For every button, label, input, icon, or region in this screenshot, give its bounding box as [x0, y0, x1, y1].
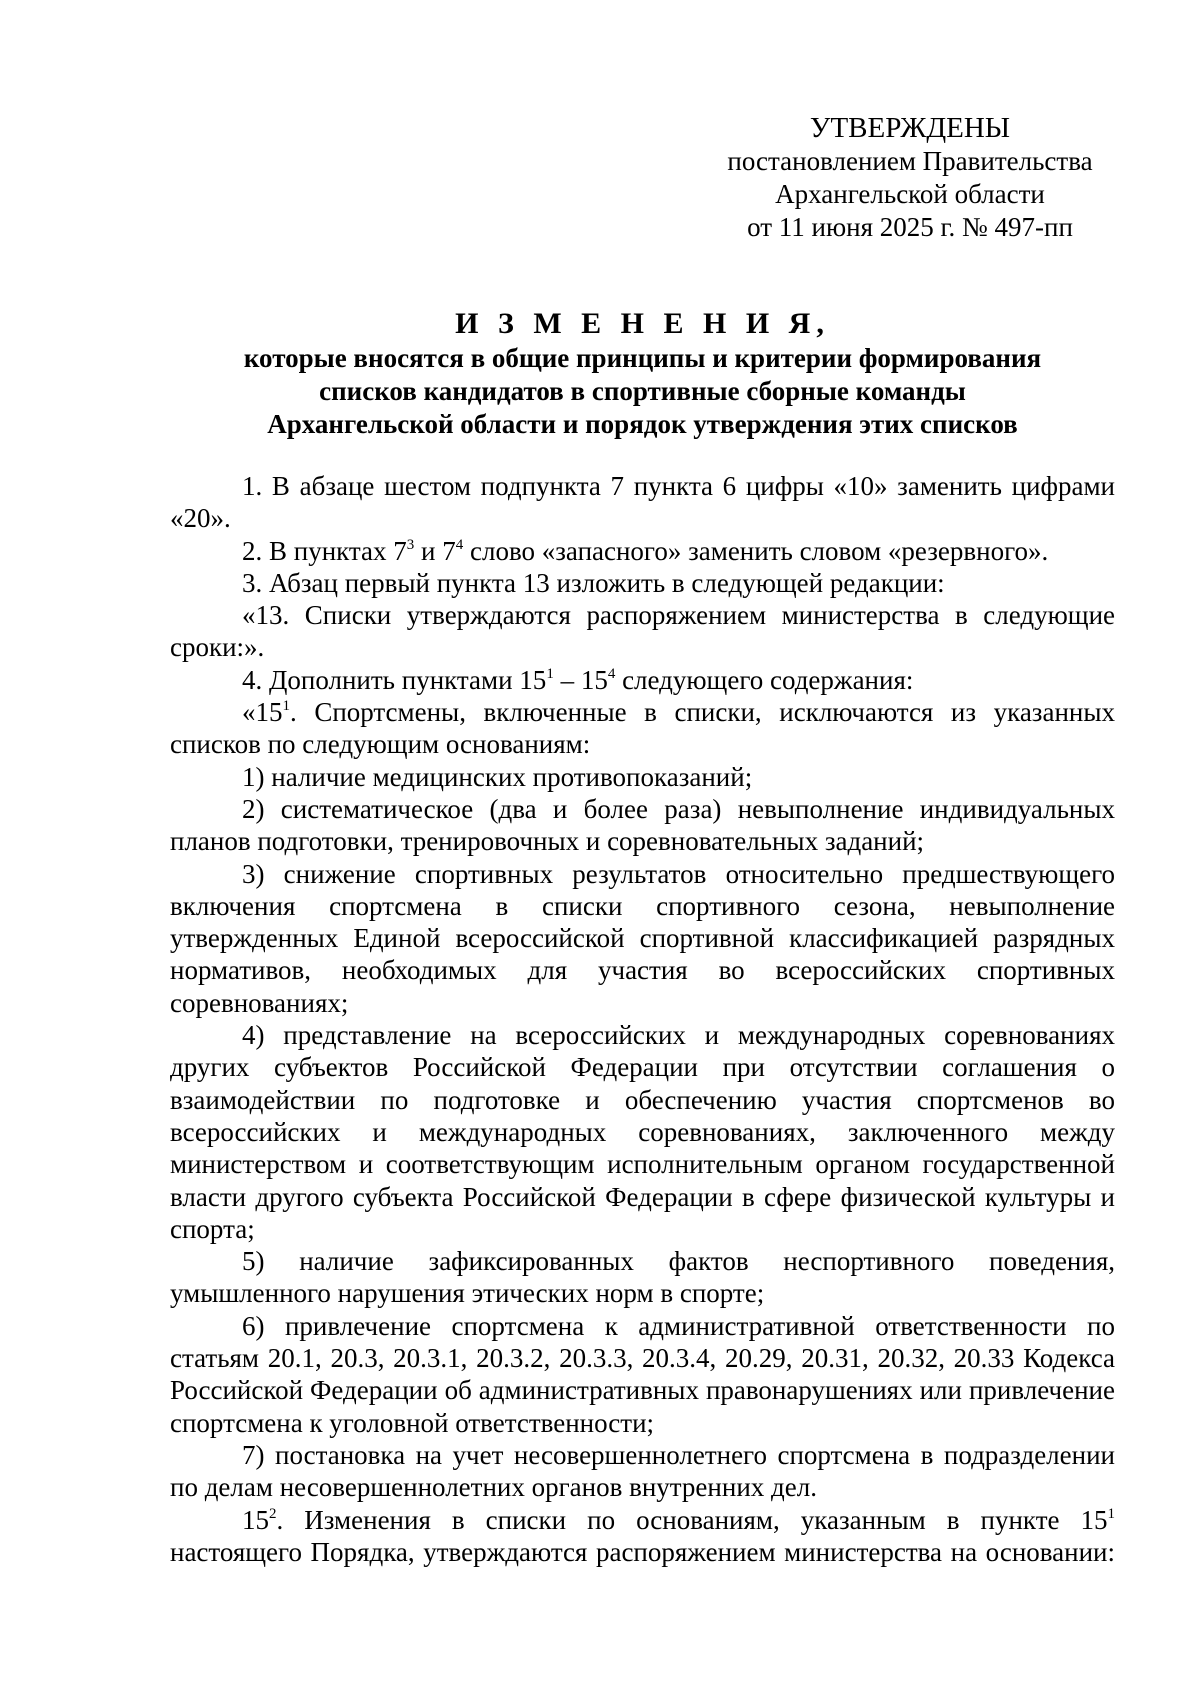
title-line: списков кандидатов в спортивные сборные команды [319, 376, 966, 406]
superscript: 1 [546, 665, 554, 682]
title-line: Архангельской области и порядок утверждения этих списков [267, 409, 1018, 439]
list-item-4: 4) представление на всероссийских и международных соревнованиях других субъектов Российской Федерации при отсутствии соглашения о взаимодействии по подготовке и обеспечению участия спортсменов во всероссийских и международных соревнованиях, заключенного между министерством и соответствующим исполнительным органом государственной власти другого субъекта Российской Федерации в сфере физической культуры и спорта; [170, 1020, 1115, 1244]
approval-heading: УТВЕРЖДЕНЫ [809, 112, 1011, 144]
superscript: 4 [455, 536, 464, 553]
paragraph-text: – 15 [553, 664, 608, 695]
paragraph-text: . Изменения в списки по основаниям, указанным в пункте 15 [276, 1504, 1108, 1535]
approval-date-line: от 11 июня 2025 г. № 497-пп [747, 212, 1073, 242]
list-item-6: 6) привлечение спортсмена к административной ответственности по статьям 20.1, 20.3, 20.3.1, 20.3.2, 20.3.3, 20.3.4, 20.29, 20.31, 20.32, 20.33 Кодекса Российской Федерации об административных правонарушениях или привлечение спортсмена к уголовной ответственности; [170, 1310, 1115, 1438]
paragraph-text: слово «запасного» заменить словом «резервного». [463, 535, 1049, 566]
approval-stamp [690, 112, 1130, 244]
paragraph-15-2 [170, 1504, 1115, 1569]
paragraph-1: 1. В абзаце шестом подпункта 7 пункта 6 цифры «10» заменить цифрами «20». [170, 471, 1115, 534]
list-item-3: 3) снижение спортивных результатов относительно предшествующего включения спортсмена в списки спортивного сезона, невыполнение утвержденных Единой всероссийской спортивной классификацией разрядных нормативов, необходимых для участия во всероссийских спортивных соревнованиях; [170, 858, 1115, 1018]
superscript: 1 [1107, 1505, 1115, 1522]
document-body [170, 470, 1115, 1568]
paragraph-6 [170, 696, 1115, 761]
paragraph-2 [170, 535, 1115, 567]
paragraph-text: настоящего Порядка, утверждаются распоряжением министерства на основании: [170, 1536, 1115, 1567]
superscript: 1 [282, 698, 290, 715]
list-item-7: 7) постановка на учет несовершеннолетнего спортсмена в подразделении по делам несовершеннолетних органов внутренних дел. [170, 1439, 1115, 1503]
paragraph-3: 3. Абзац первый пункта 13 изложить в следующей редакции: [242, 567, 945, 598]
title-heading: И З М Е Н Е Н И Я, [455, 307, 830, 340]
list-item-1: 1) наличие медицинских противопоказаний; [242, 761, 753, 792]
superscript: 4 [607, 665, 616, 682]
superscript: 2 [269, 1505, 277, 1522]
list-item-5: 5) наличие зафиксированных фактов неспортивного поведения, умышленного нарушения этических норм в спорте; [170, 1246, 1115, 1309]
title-line: которые вносятся в общие принципы и критерии формирования [243, 343, 1042, 373]
paragraph-text: и 7 [414, 535, 456, 566]
paragraph-text: 4. Дополнить пунктами 15 [242, 664, 547, 695]
paragraph-4: «13. Списки утверждаются распоряжением министерства в следующие сроки:». [170, 600, 1115, 663]
paragraph-text: . Спортсмены, включенные в списки, исключаются из указанных списков по следующим основаниям: [170, 697, 1115, 760]
approval-line: Архангельской области [775, 179, 1045, 209]
approval-line: постановлением Правительства [727, 146, 1093, 176]
paragraph-text: «15 [242, 697, 283, 728]
paragraph-text: 15 [242, 1504, 269, 1535]
paragraph-text: 2. В пунктах 7 [242, 535, 407, 566]
document-title [170, 306, 1115, 441]
superscript: 3 [406, 536, 415, 553]
list-item-2: 2) систематическое (два и более раза) невыполнение индивидуальных планов подготовки, тренировочных и соревновательных заданий; [170, 793, 1115, 857]
paragraph-text: следующего содержания: [615, 664, 914, 695]
paragraph-5 [170, 664, 1115, 696]
